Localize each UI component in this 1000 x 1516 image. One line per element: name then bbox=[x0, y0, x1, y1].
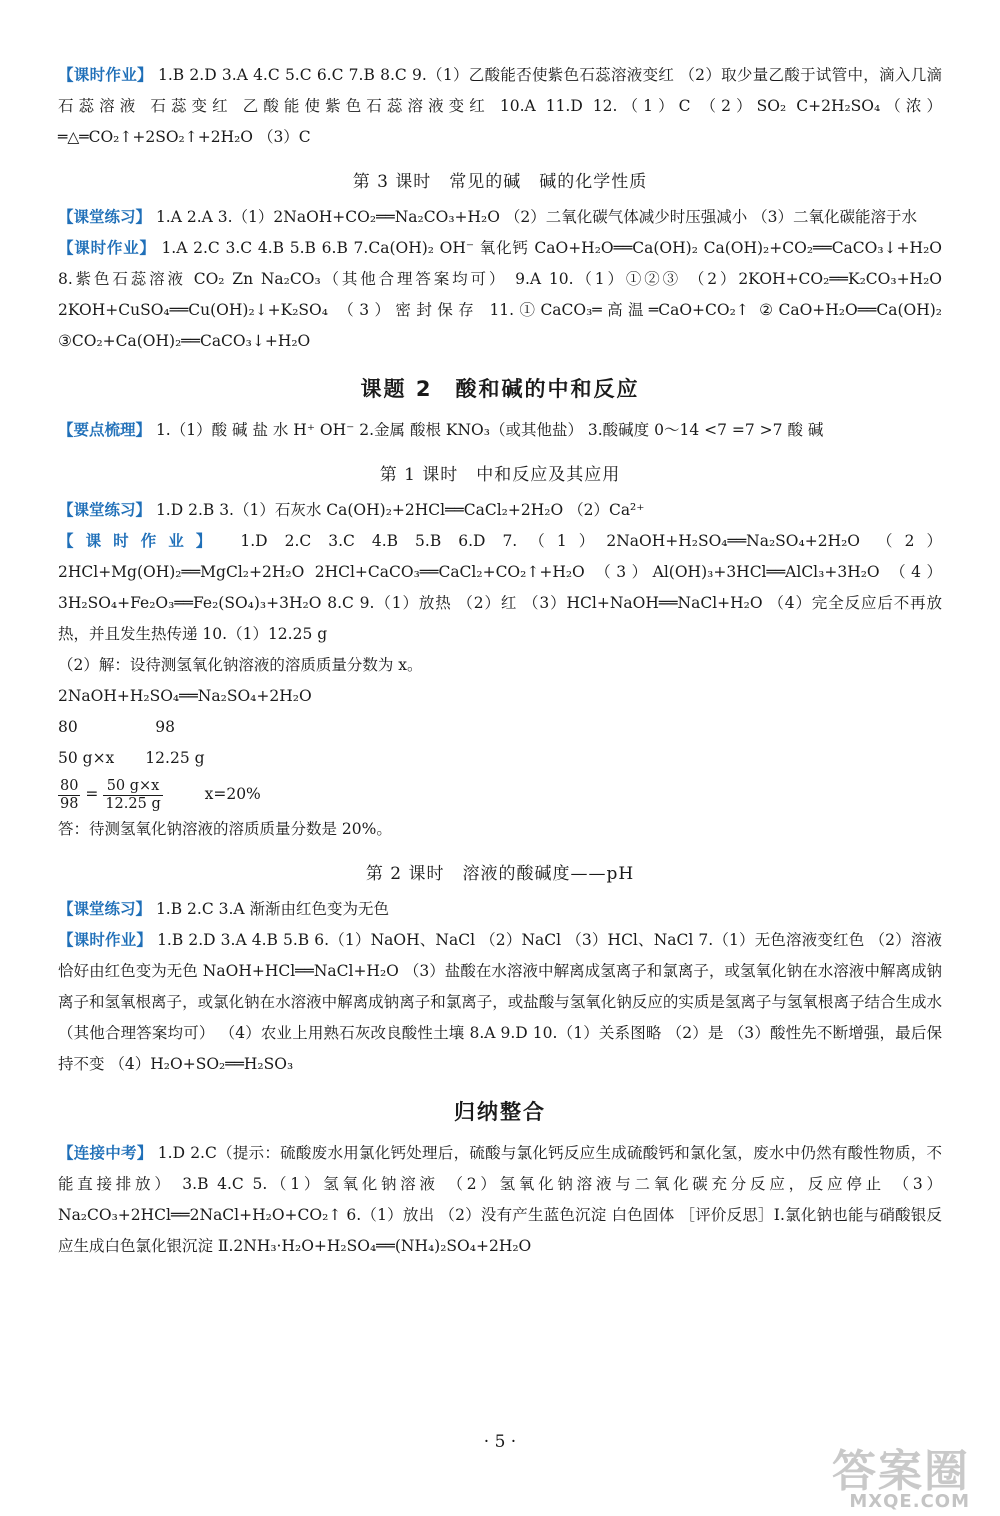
heading-lesson-2: 第 2 课时 溶液的酸碱度——pH bbox=[365, 864, 635, 884]
paragraph-exam-link bbox=[58, 1138, 942, 1262]
heading-lesson-1: 第 1 课时 中和反应及其应用 bbox=[379, 465, 621, 485]
calc-equation: 2NaOH+H₂SO₄══Na₂SO₄+2H₂O bbox=[58, 687, 312, 705]
paragraph-text: 1.（1）酸 碱 盐 水 H⁺ OH⁻ 2.金属 酸根 KNO₃（或其他盐） 3.酸碱度 0～14 <7 =7 >7 酸 碱 bbox=[151, 421, 824, 439]
section-tag: 【课时作业】 bbox=[58, 532, 224, 550]
paragraph-homework-3 bbox=[58, 526, 942, 650]
calc-result: x=20% bbox=[204, 785, 261, 803]
calc-answer: 答：待测氢氧化钠溶液的溶质质量分数是 20%。 bbox=[58, 820, 392, 838]
fraction-numerator: 50 g×x bbox=[103, 778, 162, 796]
paragraph-homework-1 bbox=[58, 60, 942, 153]
paragraph-homework-4 bbox=[58, 925, 942, 1080]
paragraph-text: 1.D 2.C（提示：硫酸废水用氯化钙处理后，硫酸与氯化钙反应生成硫酸钙和氯化氢，废水中仍然有酸性物质，不能直接排放） 3.B 4.C 5.（1）氢氧化钠溶液 （2）氢氧化钠溶液与二氧化碳充分反应，反应停止 （3）Na₂CO₃+2HCl══2NaCl+H₂O+CO₂↑ 6.（1）放出 （2）没有产生蓝色沉淀 白色固体 ［评价反思］Ⅰ.氯化钠也能与硝酸银反应生成白色氯化银沉淀 Ⅱ.2NH₃·H₂O+H₂SO₄══(NH₄)₂SO₄+2H₂O bbox=[58, 1144, 942, 1255]
calc-proportion bbox=[58, 774, 942, 814]
heading-lesson-3: 第 3 课时 常见的碱 碱的化学性质 bbox=[352, 172, 648, 192]
paragraph-text: 1.B 2.D 3.A 4.C 5.C 6.C 7.B 8.C 9.（1）乙酸能否使紫色石蕊溶液变红 （2）取少量乙酸于试管中，滴入几滴石蕊溶液 石蕊变红 乙酸能使紫色石蕊溶液变红 10.A 11.D 12.（1）C （2）SO₂ C+2H₂SO₄（浓）═△═CO₂↑+2SO₂↑+2H₂O （3）C bbox=[58, 66, 942, 146]
calc-line: （2）解：设待测氢氧化钠溶液的溶质质量分数为 x。 bbox=[58, 656, 423, 674]
page-number: · 5 · bbox=[483, 1432, 517, 1452]
paragraph-classwork-2 bbox=[58, 495, 942, 526]
paragraph-text: 1.B 2.C 3.A 渐渐由红色变为无色 bbox=[151, 900, 390, 918]
section-tag: 【课时作业】 bbox=[58, 239, 156, 257]
section-tag: 【课堂练习】 bbox=[58, 208, 152, 226]
answer-page bbox=[58, 60, 942, 1262]
section-tag: 【连接中考】 bbox=[58, 1144, 153, 1162]
calc-molar-mass: 80 98 bbox=[58, 718, 175, 736]
heading-topic-2: 课题 2 酸和碱的中和反应 bbox=[360, 377, 640, 401]
watermark-url: MXQE.COM bbox=[849, 1491, 970, 1512]
fraction-denominator: 98 bbox=[60, 795, 79, 812]
watermark-logo: 答案圈 bbox=[832, 1446, 970, 1497]
heading-summary: 归纳整合 bbox=[454, 1100, 546, 1124]
paragraph-text: 1.D 2.B 3.（1）石灰水 Ca(OH)₂+2HCl══CaCl₂+2H₂O （2）Ca²⁺ bbox=[151, 501, 645, 519]
paragraph-key-points bbox=[58, 415, 942, 446]
section-tag: 【课时作业】 bbox=[58, 931, 152, 949]
paragraph-text: 1.A 2.C 3.C 4.B 5.B 6.B 7.Ca(OH)₂ OH⁻ 氧化钙 CaO+H₂O══Ca(OH)₂ Ca(OH)₂+CO₂══CaCO₃↓+H₂O 8.紫色石蕊溶液 CO₂ Zn Na₂CO₃（其他合理答案均可） 9.A 10.（1）①②③ （2）2KOH+CO₂══K₂CO₃+H₂O 2KOH+CuSO₄══Cu(OH)₂↓+K₂SO₄ （3）密封保存 11.①CaCO₃═高温═CaO+CO₂↑ ②CaO+H₂O══Ca(OH)₂ ③CO₂+Ca(OH)₂══CaCO₃↓+H₂O bbox=[58, 239, 942, 350]
calc-mass: 50 g×x 12.25 g bbox=[58, 749, 205, 767]
section-tag: 【课堂练习】 bbox=[58, 900, 152, 918]
fraction-numerator: 80 bbox=[60, 777, 79, 794]
paragraph-text: 1.A 2.A 3.（1）2NaOH+CO₂══Na₂CO₃+H₂O （2）二氧化碳气体减少时压强减小 （3）二氧化碳能溶于水 bbox=[151, 208, 918, 226]
section-tag: 【要点梳理】 bbox=[58, 421, 152, 439]
equals-sign: = bbox=[85, 785, 99, 803]
section-tag: 【课时作业】 bbox=[58, 66, 153, 84]
paragraph-text: 1.D 2.C 3.C 4.B 5.B 6.D 7.（1）2NaOH+H₂SO₄══Na₂SO₄+2H₂O （2）2HCl+Mg(OH)₂══MgCl₂+2H₂O 2HCl+CaCO₃══CaCl₂+CO₂↑+H₂O （3）Al(OH)₃+3HCl══AlCl₃+3H₂O （4）3H₂SO₄+Fe₂O₃══Fe₂(SO₄)₃+3H₂O 8.C 9.（1）放热 （2）红 （3）HCl+NaOH══NaCl+H₂O （4）完全反应后不再放热，并且发生热传递 10.（1）12.25 g bbox=[58, 532, 942, 643]
fraction-right bbox=[103, 778, 162, 813]
fraction-denominator: 12.25 g bbox=[105, 795, 161, 812]
fraction-left bbox=[58, 778, 80, 813]
paragraph-classwork-3 bbox=[58, 894, 942, 925]
paragraph-text: 1.B 2.D 3.A 4.B 5.B 6.（1）NaOH、NaCl （2）NaCl （3）HCl、NaCl 7.（1）无色溶液变红色 （2）溶液恰好由红色变为无色 NaOH+HCl══NaCl+H₂O （3）盐酸在水溶液中解离成氢离子和氯离子，或氢氧化钠在水溶液中解离成钠离子和氢氧根离子，或氯化钠在水溶液中解离成钠离子和氯离子，或盐酸与氢氧化钠反应的实质是氢离子与氢氧根离子结合生成水（其他合理答案均可） （4）农业上用熟石灰改良酸性土壤 8.A 9.D 10.（1）关系图略 （2）是 （3）酸性先不断增强，最后保持不变 （4）H₂O+SO₂══H₂SO₃ bbox=[58, 931, 942, 1073]
paragraph-classwork-1 bbox=[58, 202, 942, 233]
paragraph-homework-2 bbox=[58, 233, 942, 357]
section-tag: 【课堂练习】 bbox=[58, 501, 152, 519]
